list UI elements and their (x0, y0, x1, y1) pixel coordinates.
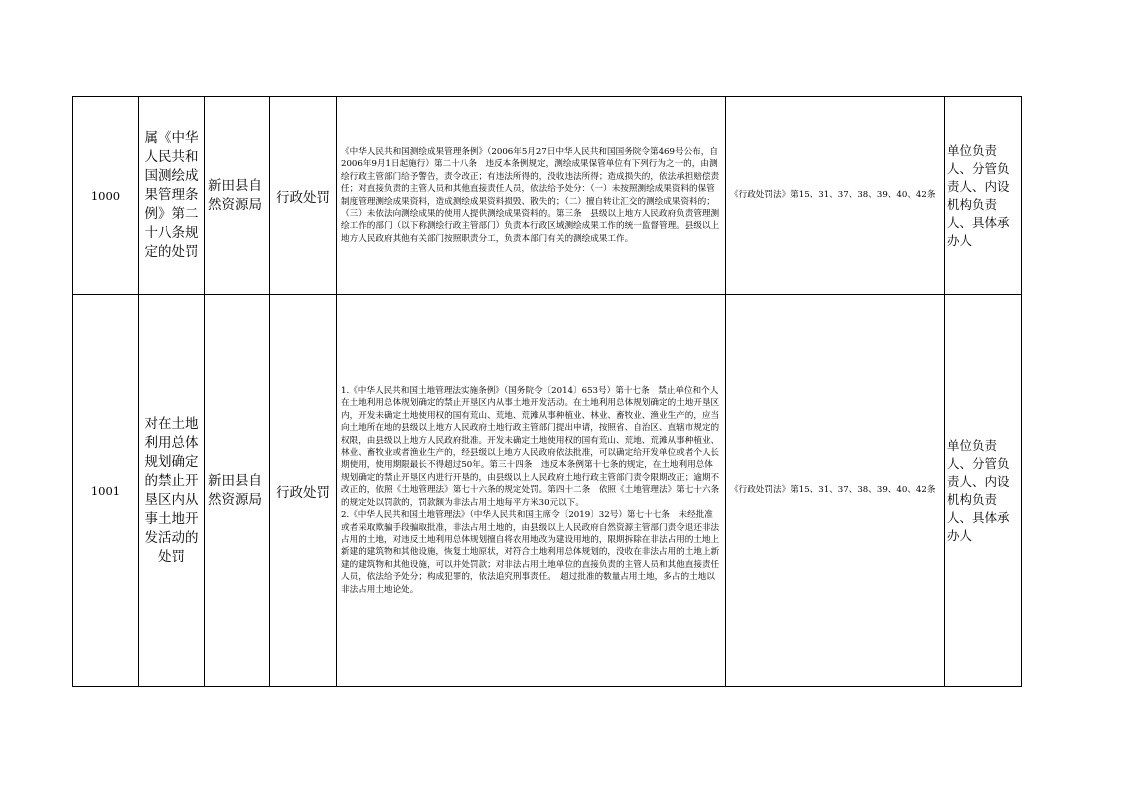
procedure-law: 《行政处罚法》第15、31、37、38、39、40、42条 (726, 97, 945, 295)
legal-basis (337, 295, 726, 687)
power-list-table (72, 96, 1022, 687)
table-row (73, 295, 1022, 687)
power-type: 行政处罚 (270, 97, 337, 295)
item-name: 属《中华人民共和国测绘成果管理条例》第二十八条规定的处罚 (139, 97, 205, 295)
power-type: 行政处罚 (270, 295, 337, 687)
department: 新田县自然资源局 (205, 97, 270, 295)
row-number: 1001 (73, 295, 139, 687)
procedure-law: 《行政处罚法》第15、31、37、38、39、40、42条 (726, 295, 945, 687)
responsible-persons: 单位负责人、分管负责人、内设机构负责人、具体承办人 (945, 97, 1022, 295)
table-row (73, 97, 1022, 295)
legal-basis-paragraph: 2.《中华人民共和国土地管理法》（中华人民共和国主席令〔2019〕32号）第七十七条 未经批准或者采取欺骗手段骗取批准，非法占用土地的，由县级以上人民政府自然资源主管部门责令退还非法占用的土地，对违反土地利用总体规划擅自将农用地改为建设用地的，限期拆除在非法占用的土地上新建的建筑物和其他设施，恢复土地原状，对符合土地利用总体规划的，没收在非法占用的土地上新建的建筑物和其他设施，可以并处罚款；对非法占用土地单位的直接负责的主管人员和其他直接责任人员，依法给予处分；构成犯罪的，依法追究刑事责任。 超过批准的数量占用土地，多占的土地以非法占用土地论处。 (341, 510, 720, 595)
department: 新田县自然资源局 (205, 295, 270, 687)
row-number: 1000 (73, 97, 139, 295)
legal-basis: 《中华人民共和国测绘成果管理条例》（2006年5月27日中华人民共和国国务院令第469号公布，自2006年9月1日起施行）第二十八条 违反本条例规定，测绘成果保管单位有下列行为之一的，由测绘行政主管部门给予警告，责令改正；有违法所得的，没收违法所得；造成损失的，依法承担赔偿责任；对直接负责的主管人员和其他直接责任人员，依法给予处分：（一）未按照测绘成果资料的保管制度管理测绘成果资料，造成测绘成果资料损毁、散失的；（二）擅自转让汇交的测绘成果资料的；（三）未依法向测绘成果的使用人提供测绘成果资料的。第三条 县级以上地方人民政府负责管理测绘工作的部门（以下称测绘行政主管部门）负责本行政区域测绘成果工作的统一监督管理。县级以上地方人民政府其他有关部门按照职责分工，负责本部门有关的测绘成果工作。 (337, 97, 726, 295)
responsible-persons: 单位负责人、分管负责人、内设机构负责人、具体承办人 (945, 295, 1022, 687)
legal-basis-paragraph: 1.《中华人民共和国土地管理法实施条例》（国务院令〔2014〕653号）第十七条 禁止单位和个人在土地利用总体规划确定的禁止开垦区内从事土地开发活动。在土地利用总体规划确定的土地开垦区内，开发未确定土地使用权的国有荒山、荒地、荒滩从事种植业、林业、畜牧业、渔业生产的，应当向土地所在地的县级以上地方人民政府土地行政主管部门提出申请，按照省、自治区、直辖市规定的权限，由县级以上地方人民政府批准。开发未确定土地使用权的国有荒山、荒地、荒滩从事种植业、林业、畜牧业或者渔业生产的，经县级以上地方人民政府依法批准，可以确定给开发单位或者个人长期使用，使用期限最长不得超过50年。第三十四条 违反本条例第十七条的规定，在土地利用总体规划确定的禁止开垦区内进行开垦的，由县级以上人民政府土地行政主管部门责令限期改正；逾期不改正的，依照《土地管理法》第七十六条的规定处罚。第四十二条 依照《土地管理法》第七十六条的规定处以罚款的，罚款额为非法占用土地每平方米30元以下。 (341, 386, 720, 508)
item-name: 对在土地利用总体规划确定的禁止开垦区内从事土地开发活动的处罚 (139, 295, 205, 687)
